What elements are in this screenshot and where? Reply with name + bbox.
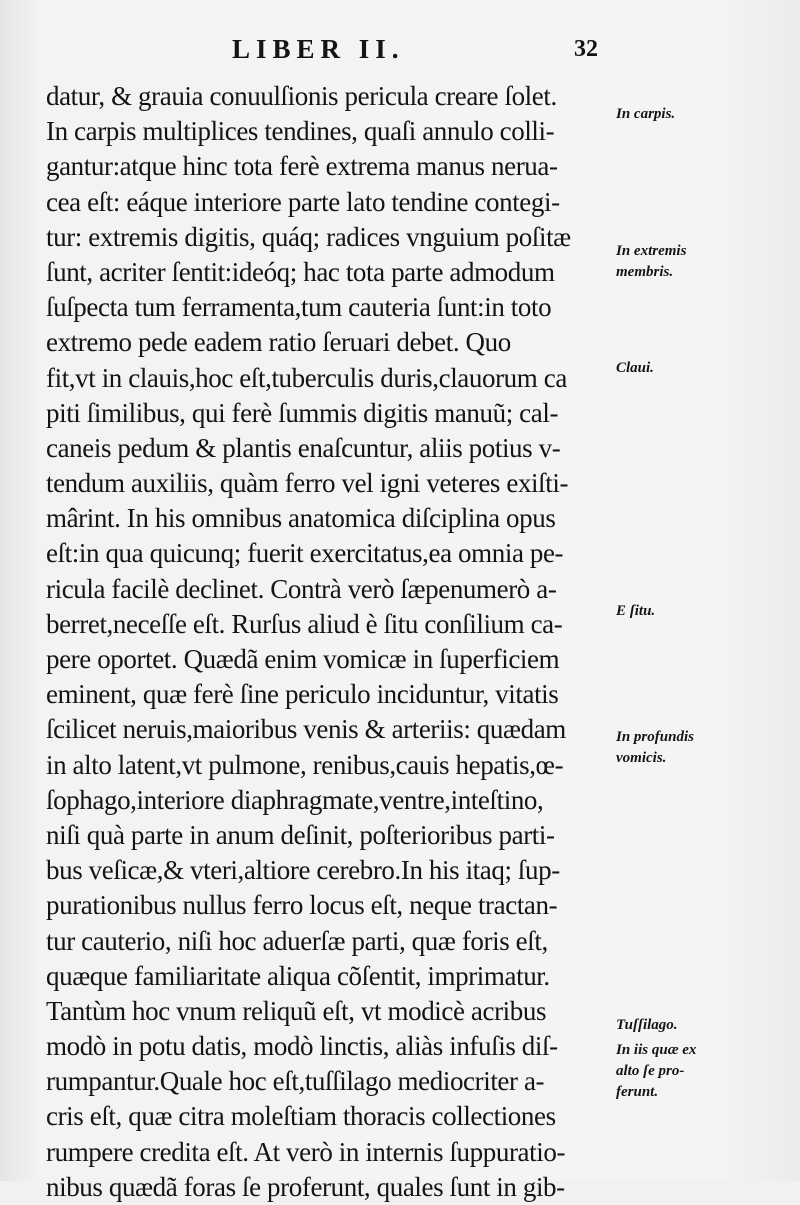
marginal-note-line: Claui.: [616, 360, 654, 376]
text-line: datur, & grauia conuulſionis pericula creare ſolet.: [46, 81, 557, 111]
text-line: purationibus nullus ferro locus eſt, neque tractan-: [46, 890, 558, 921]
marginal-note-line: In iis quæ ex: [616, 1042, 697, 1058]
text-line: rumpere credita eſt. At verò in internis ſuppuratio-: [46, 1136, 566, 1167]
text-line: ſuſpecta tum ferramenta,tum cauteria ſunt:in toto: [46, 292, 552, 323]
marginal-note-line: vomicis.: [616, 750, 667, 766]
text-line: Tantùm hoc vnum reliquũ eſt, vt modicè acribus: [46, 995, 547, 1026]
text-line: eſt:in qua quicunq; fuerit exercitatus,ea omnia pe-: [46, 538, 564, 569]
text-line: tur: extremis digitis, quáq; radices vnguium poſitæ: [46, 221, 571, 252]
marginal-note: [616, 358, 796, 379]
text-line: quæque familiaritate aliqua cõſentit, imprimatur.: [46, 960, 550, 991]
text-line: tur cauterio, niſi hoc aduerſæ parti, quæ foris eſt,: [46, 925, 548, 956]
text-line: rumpantur.Quale hoc eſt,tuſſilago mediocriter a-: [46, 1066, 545, 1097]
text-line: pere oportet. Quædã enim vomicæ in ſuperficiem: [46, 644, 560, 674]
text-line: modò in potu datis, modò linctis, aliàs infuſis diſ-: [46, 1031, 558, 1062]
text-line: niſi quà parte in anum deſinit, poſterioribus parti-: [46, 819, 555, 850]
text-line: ſophago,interiore diaphragmate,ventre,inteſtino,: [46, 784, 544, 815]
marginal-note-line: In extremis: [616, 243, 687, 259]
text-line: nibus quædã foras ſe proferunt, quales ſunt in gib-: [46, 1171, 565, 1202]
text-line: caneis pedum & plantis enaſcuntur, aliis potius v-: [46, 432, 561, 463]
text-line: eminent, quæ ferè ſine periculo inciduntur, vitatis: [46, 679, 559, 710]
text-line: fit,vt in clauis,hoc eſt,tuberculis duris,clauorum ca: [46, 362, 567, 393]
running-head: LIBER II.: [232, 34, 405, 64]
marginal-note-line: In profundis: [616, 729, 694, 745]
text-line: bus veſicæ,& vteri,altiore cerebro.In his itaq; ſup-: [46, 855, 560, 886]
marginal-note: [616, 241, 796, 283]
marginal-note-line: In carpis.: [616, 106, 676, 122]
text-line: piti ſimilibus, qui ferè ſummis digitis manuũ; cal-: [46, 397, 559, 428]
text-line: tendum auxiliis, quàm ferro vel igni veteres exiſti-: [46, 468, 569, 499]
body-text: [46, 79, 611, 1205]
marginal-note: [616, 727, 796, 769]
text-line: berret,neceſſe eſt. Rurſus aliud è ſitu conſilium ca-: [46, 608, 563, 639]
text-line: ſcilicet neruis,maioribus venis & arteriis: quædam: [46, 714, 566, 745]
marginal-note: [616, 104, 796, 125]
marginal-note-line: membris.: [616, 264, 674, 280]
marginal-note-line: E ſitu.: [616, 603, 656, 619]
marginal-note: [616, 1015, 796, 1036]
marginal-note: [616, 1040, 796, 1103]
page-header: [0, 34, 800, 74]
marginal-note: [616, 601, 796, 622]
text-line: gantur:atque hinc tota ferè extrema manus nerua-: [46, 151, 558, 182]
text-line: in alto latent,vt pulmone, renibus,cauis hepatis,œ-: [46, 749, 564, 780]
marginal-note-line: ferunt.: [616, 1084, 659, 1100]
text-line: extremo pede eadem ratio ſeruari debet. Quo: [46, 327, 511, 358]
text-line: mârint. In his omnibus anatomica diſciplina opus: [46, 503, 556, 534]
marginal-note-line: Tuſſilago.: [616, 1017, 678, 1033]
text-line: ricula facilè declinet. Contrà verò ſæpenumerò a-: [46, 573, 557, 604]
text-line: In carpis multiplices tendines, quaſi annulo colli-: [46, 116, 555, 147]
text-line: ſunt, acriter ſentit:ideóq; hac tota parte admodum: [46, 256, 555, 287]
page-number: 32: [574, 36, 598, 62]
text-line: cea eſt: eáque interiore parte lato tendine contegi-: [46, 186, 560, 217]
text-line: cris eſt, quæ citra moleſtiam thoracis collectiones: [46, 1101, 556, 1132]
marginal-note-line: alto ſe pro-: [616, 1063, 685, 1079]
